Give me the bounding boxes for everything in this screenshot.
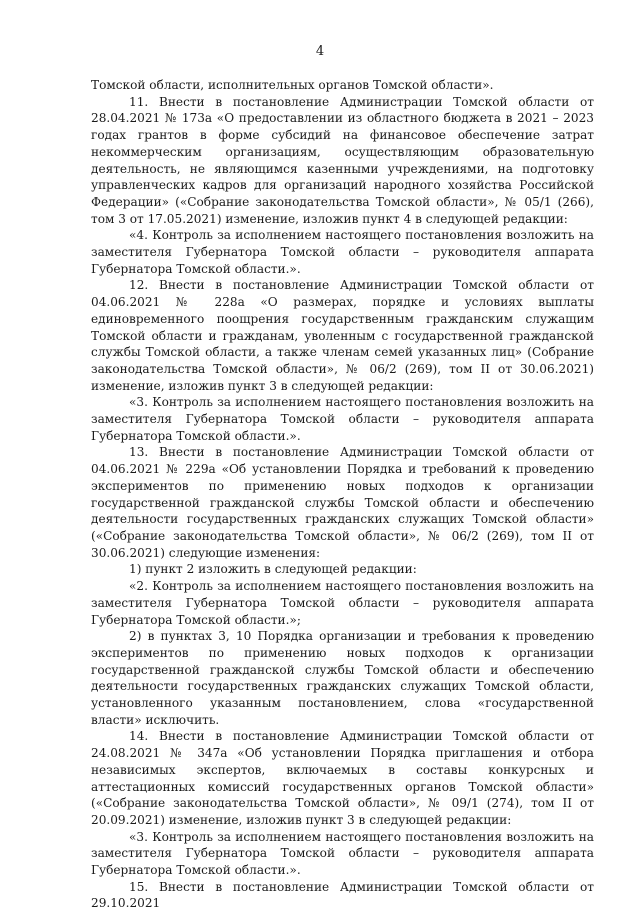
paragraph: 2) в пунктах 3, 10 Порядка организации и требования к проведению экспериментов по применению новых подходов к организации государственной гражданской службы Томской области и обеспечению деятельности государственных гражданских служащих Томской области, установленного указанным постановлением, слова «государственной власти» исключить. xyxy=(91,629,594,727)
paragraph: 1) пункт 2 изложить в следующей редакции: xyxy=(129,562,417,577)
paragraph: 11. Внести в постановление Администрации Томской области от 28.04.2021 № 173а «О предоставлении из областного бюджета в 2021 – 2023 годах грантов в форме субсидий на финансовое обеспечение затрат некоммерческим организациям, осуществляющим образовательную деятельность, не являющимся казенными учреждениями, на подготовку управленческих кадров для организаций народного хозяйства Российской Федерации» («Собрание законодательства Томской области», № 05/1 (266), том 3 от 17.05.2021) изменение, изложив пункт 4 в следующей редакции: xyxy=(91,94,594,226)
page-number: 4 xyxy=(315,44,325,59)
paragraph: 13. Внести в постановление Администрации Томской области от 04.06.2021 № 229а «Об установлении Порядка и требований к проведению экспериментов по применению новых подходов к организации государственной гражданской службы Томской области и обеспечению деятельности государственных гражданских служащих Томской области» («Собрание законодательства Томской области», № 06/2 (269), том II от 30.06.2021) следующие изменения: xyxy=(91,445,594,560)
paragraph: 15. Внести в постановление Администрации Томской области от 29.10.2021 xyxy=(91,879,594,911)
paragraph: 14. Внести в постановление Администрации Томской области от 24.08.2021 № 347а «Об установлении Порядка приглашения и отбора независимых экспертов, включаемых в составы конкурсных и аттестационных комиссий государственных органов Томской области» («Собрание законодательства Томской области», № 09/1 (274), том II от 20.09.2021) изменение, изложив пункт 3 в следующей редакции: xyxy=(91,729,594,827)
paragraph: «2. Контроль за исполнением настоящего постановления возложить на заместителя Губернатора Томской области – руководителя аппарата Губернатора Томской области.»; xyxy=(91,579,594,627)
paragraph: Томской области, исполнительных органов Томской области». xyxy=(91,78,494,92)
paragraph: «3. Контроль за исполнением настоящего постановления возложить на заместителя Губернатора Томской области – руководителя аппарата Губернатора Томской области.». xyxy=(91,395,594,443)
paragraph: «4. Контроль за исполнением настоящего постановления возложить на заместителя Губернатора Томской области – руководителя аппарата Губернатора Томской области.». xyxy=(91,228,594,276)
document-body xyxy=(91,77,594,912)
paragraph: 12. Внести в постановление Администрации Томской области от 04.06.2021 № 228а «О размерах, порядке и условиях выплаты единовременного поощрения государственным гражданским служащим Томской области и гражданам, уволенным с государственной гражданской службы Томской области, а также членам семей указанных лиц» (Собрание законодательства Томской области», № 06/2 (269), том II от 30.06.2021) изменение, изложив пункт 3 в следующей редакции: xyxy=(91,278,594,393)
paragraph: «3. Контроль за исполнением настоящего постановления возложить на заместителя Губернатора Томской области – руководителя аппарата Губернатора Томской области.». xyxy=(91,829,594,878)
